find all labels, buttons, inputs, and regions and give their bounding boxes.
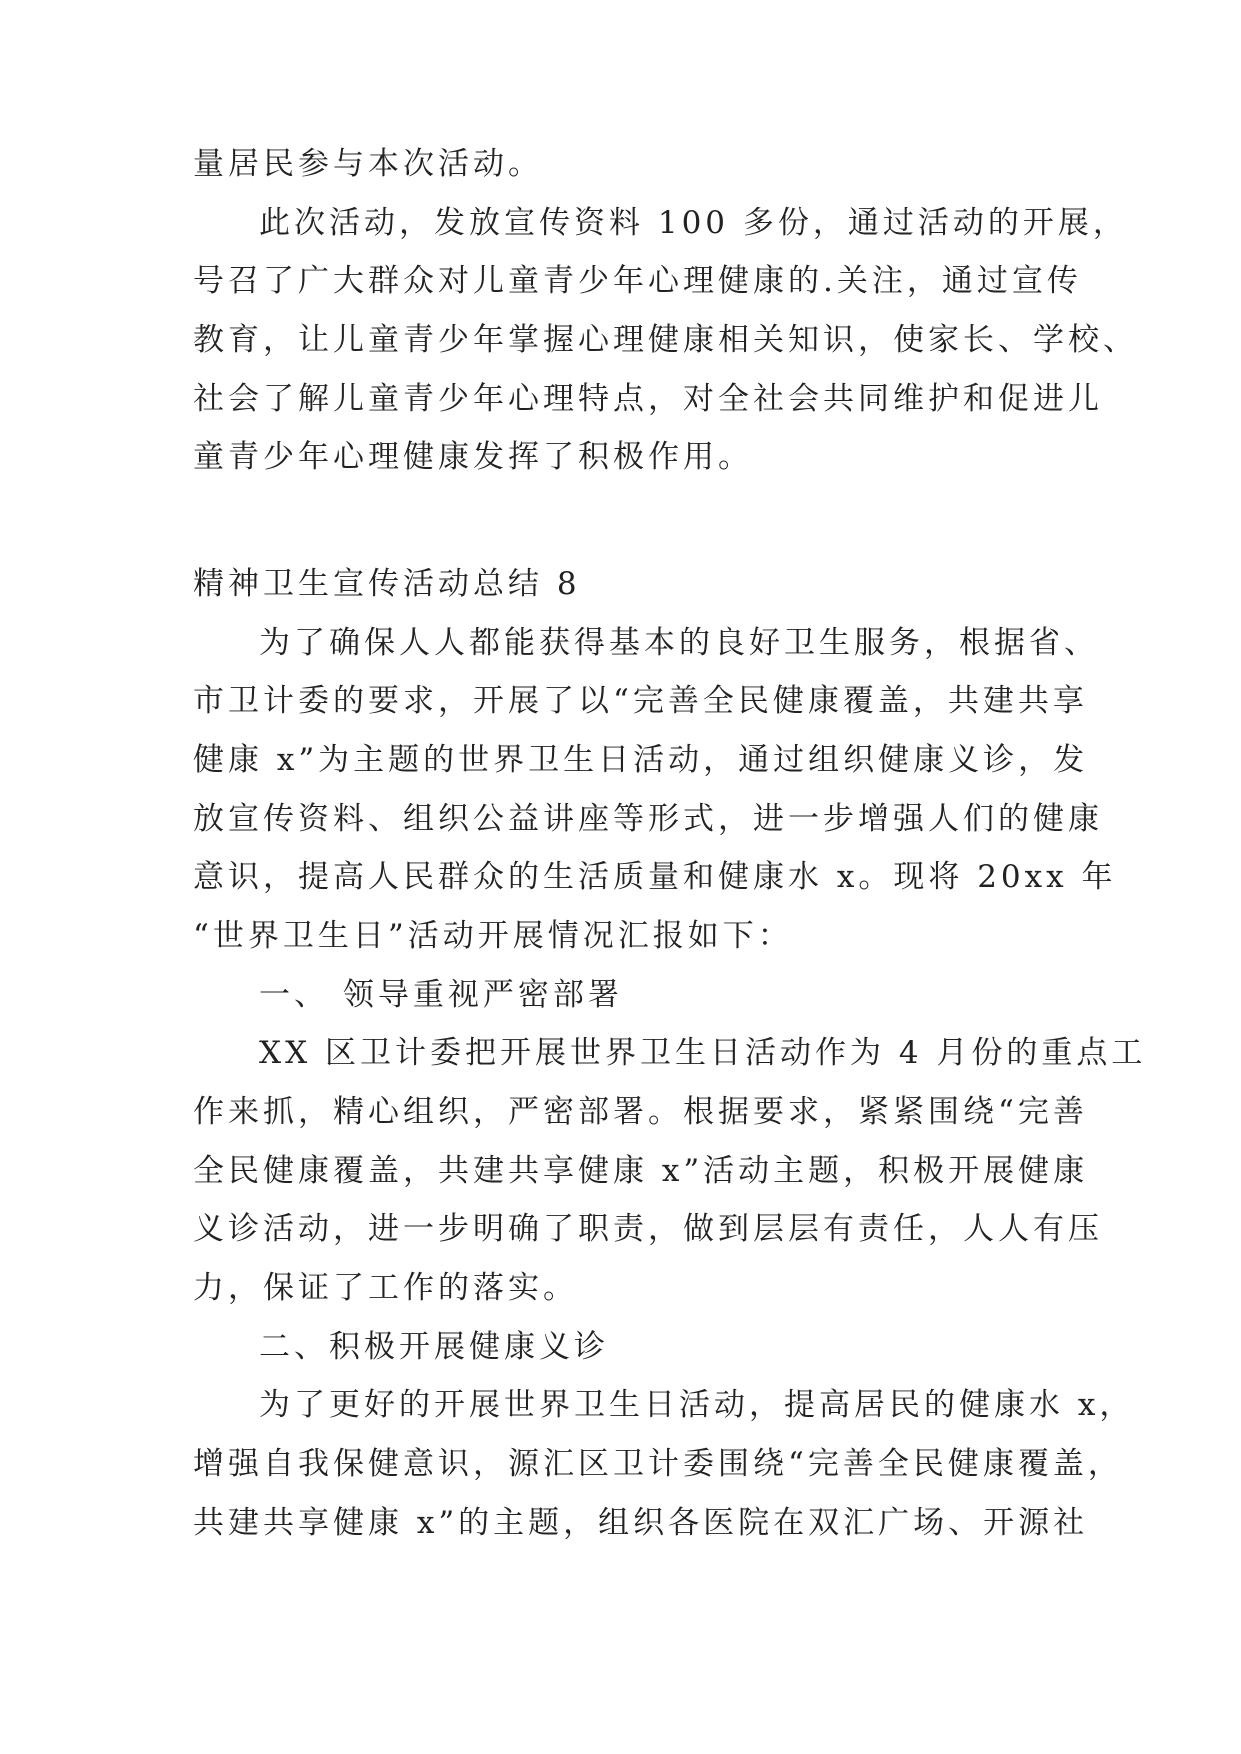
text-line: 增强自我保健意识，源汇区卫计委围绕“完善全民健康覆盖， — [193, 1446, 1123, 1482]
text-line: 教育，让儿童青少年掌握心理健康相关知识，使家长、学校、 — [193, 322, 1138, 358]
text-line: 共建共享健康 x”的主题，组织各医院在双汇广场、开源社 — [193, 1505, 1089, 1541]
subheading: 二、积极开展健康义诊 — [259, 1329, 609, 1365]
text-line: 量居民参与本次活动。 — [193, 146, 543, 182]
text-line: 义诊活动，进一步明确了职责，做到层层有责任，人人有压 — [193, 1211, 1103, 1247]
text-line: 意识，提高人民群众的生活质量和健康水 x。现将 20xx 年 — [193, 859, 1117, 895]
subheading: 一、 领导重视严密部署 — [259, 977, 623, 1013]
text-line: 作来抓，精心组织，严密部署。根据要求，紧紧围绕“完善 — [193, 1094, 1088, 1130]
text-line: 童青少年心理健康发挥了积极作用。 — [193, 439, 753, 475]
text-line: 为了更好的开展世界卫生日活动，提高居民的健康水 x， — [259, 1387, 1135, 1423]
text-line: 为了确保人人都能获得基本的良好卫生服务，根据省、 — [259, 625, 1099, 661]
text-line: “世界卫生日”活动开展情况汇报如下： — [193, 918, 793, 954]
text-line: 放宣传资料、组织公益讲座等形式，进一步增强人们的健康 — [193, 801, 1103, 837]
text-line: 全民健康覆盖，共建共享健康 x”活动主题，积极开展健康 — [193, 1153, 1089, 1189]
text-line: 此次活动，发放宣传资料 100 多份，通过活动的开展， — [259, 205, 1128, 241]
section-title: 精神卫生宣传活动总结 8 — [193, 566, 581, 602]
text-line: 力，保证了工作的落实。 — [193, 1270, 578, 1306]
text-line: 健康 x”为主题的世界卫生日活动，通过组织健康义诊，发 — [193, 742, 1089, 778]
text-line: 社会了解儿童青少年心理特点，对全社会共同维护和促进儿 — [193, 381, 1103, 417]
text-line: 号召了广大群众对儿童青少年心理健康的.关注，通过宣传 — [193, 263, 1082, 299]
text-line: 市卫计委的要求，开展了以“完善全民健康覆盖，共建共享 — [193, 683, 1088, 719]
text-line: XX 区卫计委把开展世界卫生日活动作为 4 月份的重点工 — [259, 1035, 1147, 1071]
